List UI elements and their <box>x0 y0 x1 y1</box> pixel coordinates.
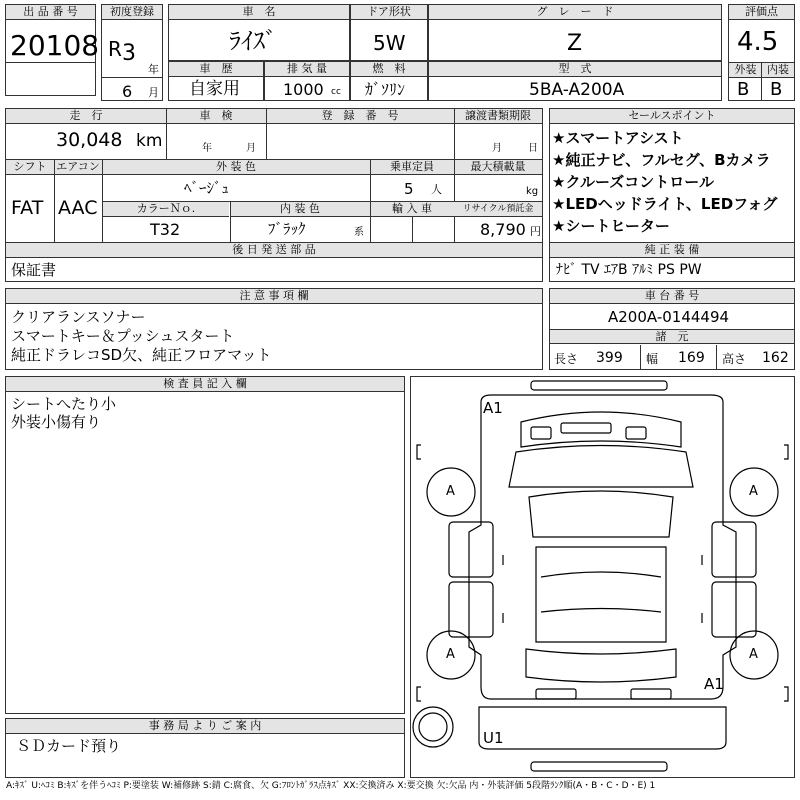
length: 399 <box>596 350 623 366</box>
wheel-mark: A <box>446 484 455 499</box>
dimensions-label: 諸 元 <box>550 329 794 344</box>
max-load-unit: kg <box>526 186 539 197</box>
wheel-mark: A <box>749 484 758 499</box>
history-cell <box>168 61 264 101</box>
lot-number-cell <box>5 4 100 96</box>
registration-month: 6 <box>122 82 133 101</box>
height: 162 <box>762 350 789 366</box>
shift-label: シフト <box>6 160 54 175</box>
inspection-month-unit: 月 <box>246 143 256 154</box>
shift: FAT <box>11 197 44 219</box>
office-notes-label: 事 務 局 よ り ご 案 内 <box>6 719 404 734</box>
sales-point-item: ★シートヒーター <box>552 217 670 235</box>
displacement: 1000 <box>283 80 324 99</box>
height-label: 高さ <box>722 352 747 366</box>
recycle-fee-unit: 円 <box>530 225 541 238</box>
fuel-label: 燃 料 <box>351 62 427 77</box>
width-label: 幅 <box>646 352 659 366</box>
damage-mark-u1: U1 <box>483 729 504 747</box>
inspector-line: 外装小傷有り <box>11 413 102 431</box>
sales-point-item: ★純正ナビ、フルセグ、Bカメラ <box>552 151 771 169</box>
sales-points-cell <box>549 108 795 243</box>
car-outline-diagram <box>411 377 794 777</box>
sales-points-label: セールスポイント <box>550 109 794 124</box>
lot-number: 20108 <box>10 29 100 62</box>
transfer-day-unit: 日 <box>528 143 538 154</box>
era: R <box>108 37 122 61</box>
displacement-unit: cc <box>331 87 341 97</box>
capacity-unit: 人 <box>431 183 442 196</box>
capacity-label: 乗車定員 <box>370 160 454 175</box>
exterior-color-label: 外 装 色 <box>102 160 370 175</box>
chassis-number: A200A-0144494 <box>608 308 730 326</box>
equipment: ﾅﾋﾞ TV ｴｱB ｱﾙﾐ PS PW <box>556 262 702 278</box>
wheel-mark: A <box>749 647 758 662</box>
month-unit: 月 <box>148 86 159 99</box>
color-no: T32 <box>150 220 181 239</box>
displacement-cell <box>264 61 350 101</box>
model-label: 型 式 <box>429 62 721 77</box>
width: 169 <box>678 350 705 366</box>
exterior-color: ﾍﾞｰｼﾞｭ <box>184 179 230 197</box>
office-note: ＳＤカード預り <box>16 737 122 755</box>
sales-point-item: ★LEDヘッドライト、LEDフォグ <box>552 195 778 213</box>
exterior-grade: B <box>737 79 750 100</box>
fuel-cell <box>350 61 428 101</box>
recycle-fee: 8,790 <box>480 220 526 239</box>
notes-cell <box>5 288 543 370</box>
score: 4.5 <box>737 27 779 57</box>
notes-line: 純正ドラレコSD欠、純正フロアマット <box>11 346 272 364</box>
later-parts-cell <box>5 242 543 282</box>
mileage-unit: km <box>136 131 163 151</box>
year-unit: 年 <box>148 63 159 76</box>
history: 自家用 <box>189 79 240 99</box>
import-label: 輸 入 車 <box>370 202 454 217</box>
inspector-notes-cell <box>5 376 405 714</box>
interior-color-label: 内 装 色 <box>230 202 370 217</box>
door-label: ドア形状 <box>351 5 427 20</box>
registration-number-label: 登 録 番 号 <box>266 109 454 124</box>
door-cell <box>350 4 428 61</box>
displacement-label: 排 気 量 <box>265 62 349 77</box>
mileage-label: 走 行 <box>6 109 166 124</box>
model-code: 5BA-A200A <box>529 80 625 100</box>
score-label: 評価点 <box>729 5 794 20</box>
score-cell <box>728 4 795 101</box>
inspector-line: シートへたり小 <box>11 395 117 413</box>
later-parts: 保証書 <box>11 261 57 279</box>
vehicle-info-block <box>5 108 543 243</box>
interior-grade-label: 内装 <box>762 63 794 78</box>
registration-year: 3 <box>122 41 136 66</box>
office-notes-cell <box>5 718 405 778</box>
lot-number-label: 出 品 番 号 <box>6 5 95 20</box>
equipment-cell <box>549 242 795 282</box>
interior-color-suffix: 系 <box>354 227 364 238</box>
door-type: 5W <box>373 31 406 55</box>
car-name-label: 車 名 <box>169 5 349 20</box>
model-cell <box>428 61 722 101</box>
grade-cell <box>428 4 722 61</box>
recycle-fee-label: リサイクル預託金 <box>454 202 542 217</box>
equipment-label: 純 正 装 備 <box>550 243 794 258</box>
sales-point-item: ★クルーズコントロール <box>552 173 714 191</box>
aircon: AAC <box>58 197 98 219</box>
transfer-deadline-label: 譲渡書類期限 <box>454 109 542 124</box>
inspector-notes-label: 検 査 員 記 入 欄 <box>6 377 404 392</box>
capacity: 5 <box>404 180 414 198</box>
length-label: 長さ <box>554 352 579 366</box>
car-name: ﾗｲｽﾞ <box>229 27 277 55</box>
chassis-cell <box>549 288 795 370</box>
inspection-label: 車 検 <box>166 109 266 124</box>
exterior-grade-label: 外装 <box>729 63 762 78</box>
chassis-label: 車 台 番 号 <box>550 289 794 304</box>
first-registration-cell <box>101 4 163 101</box>
fuel: ｶﾞｿﾘﾝ <box>365 80 406 99</box>
interior-color: ﾌﾞﾗｯｸ <box>268 220 306 238</box>
notes-line: スマートキー＆プッシュスタート <box>11 327 235 345</box>
grade-label: グ レ ー ド <box>429 5 721 20</box>
transfer-month-unit: 月 <box>492 143 502 154</box>
damage-mark-a1: A1 <box>704 675 724 693</box>
later-parts-label: 後 日 発 送 部 品 <box>6 243 542 258</box>
mileage: 30,048 <box>56 129 123 151</box>
sales-point-item: ★スマートアシスト <box>552 129 684 147</box>
notes-line: クリアランスソナー <box>11 308 146 326</box>
damage-diagram <box>410 376 795 778</box>
notes-label: 注 意 事 項 欄 <box>6 289 542 304</box>
inspection-year-unit: 年 <box>202 143 212 154</box>
wheel-mark: A <box>446 647 455 662</box>
color-no-label: カラーＮｏ. <box>103 202 229 217</box>
legend: A:ｷｽﾞ U:ﾍｺﾐ B:ｷｽﾞを伴うﾍｺﾐ P:要塗装 W:補修跡 S:錆 C:腐食、欠 G:ﾌﾛﾝﾄｶﾞﾗｽ点ｷｽﾞ XX:交換済み X:要交換 欠:欠品 内・外装評価 5段階ﾗﾝｸ順(A・B・C・D・E) 1 <box>6 781 656 791</box>
interior-grade: B <box>770 79 783 100</box>
first-registration-label: 初度登録 <box>102 5 162 20</box>
max-load-label: 最大積載量 <box>454 160 542 175</box>
history-label: 車 歴 <box>169 62 263 77</box>
car-name-cell <box>168 4 350 61</box>
grade: Z <box>567 31 583 56</box>
aircon-label: エアコン <box>54 160 102 175</box>
damage-mark-a1: A1 <box>483 399 503 417</box>
